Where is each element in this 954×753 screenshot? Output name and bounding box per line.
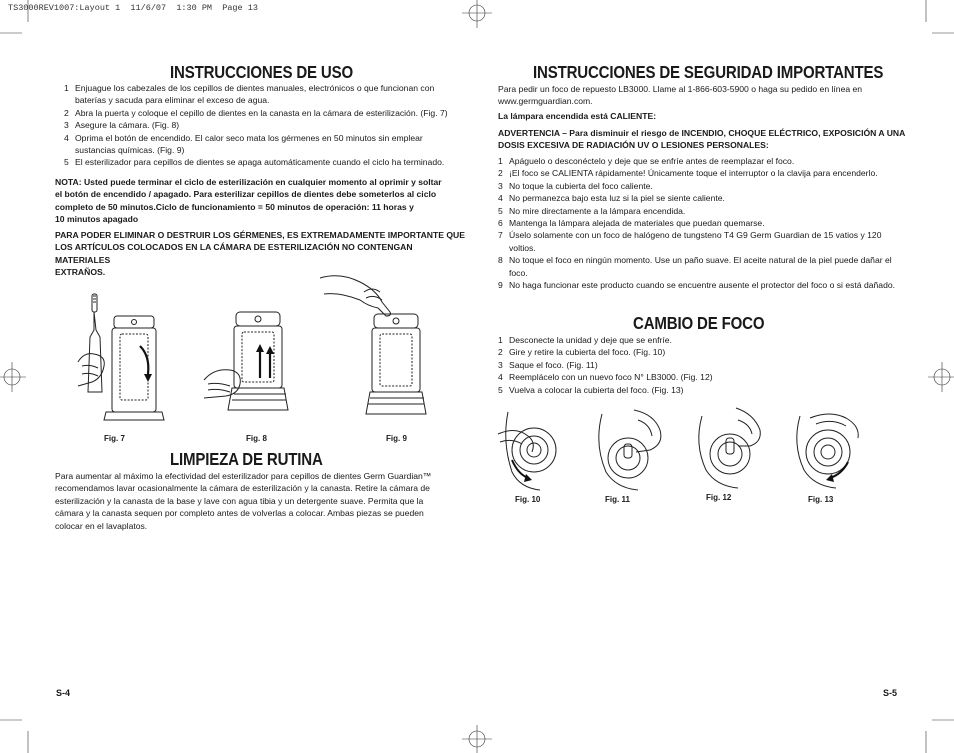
list-item: 8 No toque el foco en ningún momento. Use un paño suave. El aceite natural de la piel puede dañar el foco. [498,255,892,278]
fig7-label: Fig. 7 [104,434,125,443]
list-item: 9 No haga funcionar este producto cuando se encuentre ausente el protector del foco o si está dañado. [498,280,896,291]
fig11-label: Fig. 11 [605,495,630,504]
note-paragraph: NOTA: Usted puede terminar el ciclo de esterilización en cualquier momento al oprimir y soltar el botón de encendido / apagado. Para esterilizar cepillos de dientes debe someterlos al ciclo completo de 50 minutos.Ciclo de funcionamiento = 50 minutos de operación: 11 horas y 10 minutos apagado [55,177,442,225]
warning-paragraph: PARA PODER ELIMINAR O DESTRUIR LOS GÉRMENES, ES EXTREMADAMENTE IMPORTANTE QUE LOS ARTÍCULOS COLOCADOS EN LA CÁMARA DE ESTERILIZACIÓN NO CONTENGAN MATERIALES EXTRAÑOS. [55,230,465,278]
list-item: 4 Oprima el botón de encendido. El calor seco mata los gérmenes en 50 minutos sin emplear sustancias químicas. (Fig. 9) [64,132,423,156]
list-item: 5 El esterilizador para cepillos de dientes se apaga automáticamente cuando el ciclo ha terminado. [64,157,445,168]
fig13-illustration [790,408,862,488]
fig9-illustration [320,272,430,432]
fig10-label: Fig. 10 [515,495,541,504]
list-item: 7 Úselo solamente con un foco de halógeno de tungsteno T4 G9 Germ Guardian de 15 vatios y 120 voltios. [498,230,882,253]
list-item: 3 Saque el foco. (Fig. 11) [498,359,598,370]
fig12-label: Fig. 12 [706,493,732,502]
fig12-illustration [692,408,762,488]
usage-steps-list [64,82,460,169]
fig11-illustration [594,410,664,490]
list-item: 2 Gire y retire la cubierta del foco. (Fig. 10) [498,347,666,358]
fig7-illustration [78,282,158,432]
fig9-label: Fig. 9 [386,434,407,443]
list-item: 5 Vuelva a colocar la cubierta del foco. (Fig. 13) [498,384,684,395]
list-item: 3 No toque la cubierta del foco caliente. [498,180,653,191]
list-item: 4 No permanezca bajo esta luz si la piel se siente caliente. [498,193,725,204]
intro-paragraph: Para pedir un foco de repuesto LB3000. Llame al 1-866-603-5900 o haga su pedido en línea en www.germguardian.com. [498,84,863,107]
list-item: 1 Desconecte la unidad y deje que se enfríe. [498,335,672,345]
fig10-illustration [498,412,568,492]
fig8-illustration [204,282,294,432]
list-item: 6 Mantenga la lámpara alejada de materiales que puedan quemarse. [498,218,765,229]
cleaning-paragraph: Para aumentar al máximo la efectividad del esterilizador para cepillos de dientes Germ Guardian™ recomendamos lavar ocasionalmente la cámara de esterilización y la canasta. Retire la cámara de esterilización y la canasta de la base y lave con agua tibia y un detergente suave. Permita que la cámara y la canasta sequen por completo antes de volverlas a colocar. Ambas piezas se pueden colocar en el lavaplatos. [55,471,432,531]
fig8-label: Fig. 8 [246,434,267,443]
list-item: 2 ¡El foco se CALIENTA rápidamente! Únicamente toque el interruptor o la clavija para encenderlo. [498,168,878,179]
list-item: 1 Apáguelo o desconéctelo y deje que se enfríe antes de reemplazar el foco. [498,156,795,166]
hot-lamp-note: La lámpara encendida está CALIENTE: [498,111,657,121]
advertencia-paragraph: ADVERTENCIA – Para disminuir el riesgo de INCENDIO, CHOQUE ELÉCTRICO, EXPOSICIÓN A UNA DOSIS EXCESIVA DE RADIACIÓN UV O LESIONES PERSONALES: [498,128,906,151]
page-number-right: S-5 [883,688,898,698]
section-title-seguridad: INSTRUCCIONES DE SEGURIDAD IMPORTANTES [533,62,884,82]
list-item: 5 No mire directamente a la lámpara encendida. [498,205,686,216]
section-title-limpieza: LIMPIEZA DE RUTINA [170,449,323,469]
list-item: 4 Reemplácelo con un nuevo foco N° LB3000. (Fig. 12) [498,372,713,383]
print-header: TS3000REV1007:Layout 1 11/6/07 1:30 PM Page 13 [8,3,258,13]
safety-steps-list [498,155,900,291]
section-title-instrucciones-uso: INSTRUCCIONES DE USO [170,62,354,82]
list-item: 2 Abra la puerta y coloque el cepillo de dientes en la canasta en la cámara de esterilización. (Fig. 7) [64,107,448,118]
list-item: 3 Asegure la cámara. (Fig. 8) [64,120,180,131]
section-title-cambio-foco: CAMBIO DE FOCO [633,313,765,333]
page-number-left: S-4 [56,688,71,698]
list-item: 1 Enjuague los cabezales de los cepillos de dientes manuales, electrónicos o que funcionan con baterías y sacuda para eliminar el exceso de agua. [64,83,435,106]
fig13-label: Fig. 13 [808,495,834,504]
bulb-change-steps-list [498,334,900,396]
